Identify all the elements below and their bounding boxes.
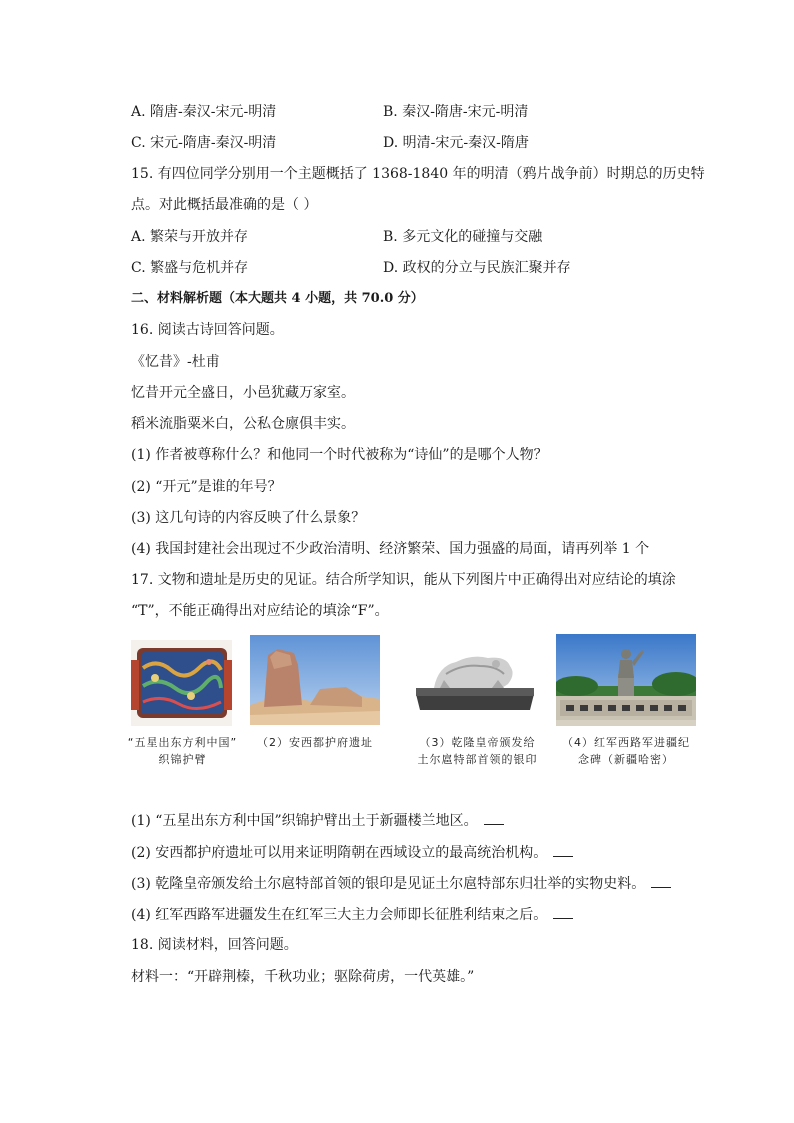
q16-poem-line2: 稻米流脂粟米白，公私仓廪俱丰实。 bbox=[131, 416, 355, 432]
q17-stem-line2: “T”，不能正确得出对应结论的填涂“F”。 bbox=[131, 603, 389, 619]
q15-stem-line1: 15. 有四位同学分别用一个主题概括了 1368-1840 年的明清（鸦片战争前）时期总的历史特 bbox=[131, 166, 705, 182]
q17-sub4-text: (4) 红军西路军进疆发生在红军三大主力会师即长征胜利结束之后。 bbox=[131, 907, 548, 923]
q17-sub3-text: (3) 乾隆皇帝颁发给土尔扈特部首领的银印是见证土尔扈特部东归壮举的实物史料。 bbox=[131, 876, 646, 892]
caption-4 bbox=[556, 734, 696, 768]
q17-sub2-text: (2) 安西都护府遗址可以用来证明隋朝在西域设立的最高统治机构。 bbox=[131, 845, 548, 861]
caption-3-line1: （3）乾隆皇帝颁发给 bbox=[419, 736, 536, 749]
q18-material1: 材料一：“开辟荆榛，千秋功业；驱除荷虏，一代英雄。” bbox=[131, 969, 475, 985]
q16-sub2: (2) “开元”是谁的年号？ bbox=[131, 479, 282, 495]
q16-sub3: (3) 这几句诗的内容反映了什么景象？ bbox=[131, 510, 366, 526]
q16-poem-line1: 忆昔开元全盛日，小邑犹藏万家室。 bbox=[131, 385, 355, 401]
q16-sub1: (1) 作者被尊称什么？和他同一个时代被称为“诗仙”的是哪个人物？ bbox=[131, 447, 548, 463]
answer-blank-3[interactable] bbox=[651, 873, 671, 888]
anxi-ruins-image bbox=[250, 635, 380, 725]
caption-2 bbox=[250, 734, 380, 751]
caption-4-line2: 念碑（新疆哈密） bbox=[578, 753, 674, 766]
q15-stem-line2: 点。对此概括最准确的是（ ） bbox=[131, 197, 318, 213]
q14-option-a: A. 隋唐-秦汉-宋元-明清 bbox=[131, 104, 277, 120]
q17-sub1-text: (1) “五星出东方利中国”织锦护臂出土于新疆楼兰地区。 bbox=[131, 813, 478, 829]
silver-seal-image bbox=[410, 644, 540, 716]
caption-1-line1: “五星出东方利中国” bbox=[127, 736, 238, 749]
q15-option-c: C. 繁盛与危机并存 bbox=[131, 260, 249, 276]
caption-1 bbox=[115, 734, 250, 768]
answer-blank-4[interactable] bbox=[553, 904, 573, 919]
q14-option-d: D. 明清-宋元-秦汉-隋唐 bbox=[383, 135, 529, 151]
caption-3-line2: 土尔扈特部首领的银印 bbox=[417, 753, 538, 766]
q14-option-c: C. 宋元-隋唐-秦汉-明清 bbox=[131, 135, 277, 151]
q17-stem-line1: 17. 文物和遗址是历史的见证。结合所学知识，能从下列图片中正确得出对应结论的填涂 bbox=[131, 572, 676, 588]
q17-sub2 bbox=[131, 842, 573, 863]
answer-blank-2[interactable] bbox=[553, 842, 573, 857]
q14-option-b: B. 秦汉-隋唐-宋元-明清 bbox=[383, 104, 529, 120]
q16-sub4: (4) 我国封建社会出现过不少政治清明、经济繁荣、国力强盛的局面，请再列举 1 个 bbox=[131, 541, 650, 557]
caption-2-line1: （2）安西都护府遗址 bbox=[257, 736, 373, 749]
q17-sub1 bbox=[131, 810, 504, 831]
q15-option-d: D. 政权的分立与民族汇聚并存 bbox=[383, 260, 571, 276]
section-heading: 二、材料解析题（本大题共 4 小题，共 70.0 分） bbox=[131, 291, 424, 306]
q16-poem-title: 《忆昔》-杜甫 bbox=[131, 354, 220, 370]
q17-sub4 bbox=[131, 904, 573, 925]
red-army-monument-image bbox=[556, 634, 696, 726]
q17-sub3 bbox=[131, 873, 671, 894]
caption-3 bbox=[405, 734, 550, 768]
q18-stem: 18. 阅读材料，回答问题。 bbox=[131, 937, 298, 953]
q15-option-b: B. 多元文化的碰撞与交融 bbox=[383, 229, 543, 245]
answer-blank-1[interactable] bbox=[484, 810, 504, 825]
caption-1-line2: 织锦护臂 bbox=[158, 753, 207, 766]
q16-stem: 16. 阅读古诗回答问题。 bbox=[131, 322, 284, 338]
caption-4-line1: （4）红军西路军进疆纪 bbox=[562, 736, 690, 749]
brocade-armguard-image bbox=[131, 640, 232, 726]
q15-option-a: A. 繁荣与开放并存 bbox=[131, 229, 249, 245]
